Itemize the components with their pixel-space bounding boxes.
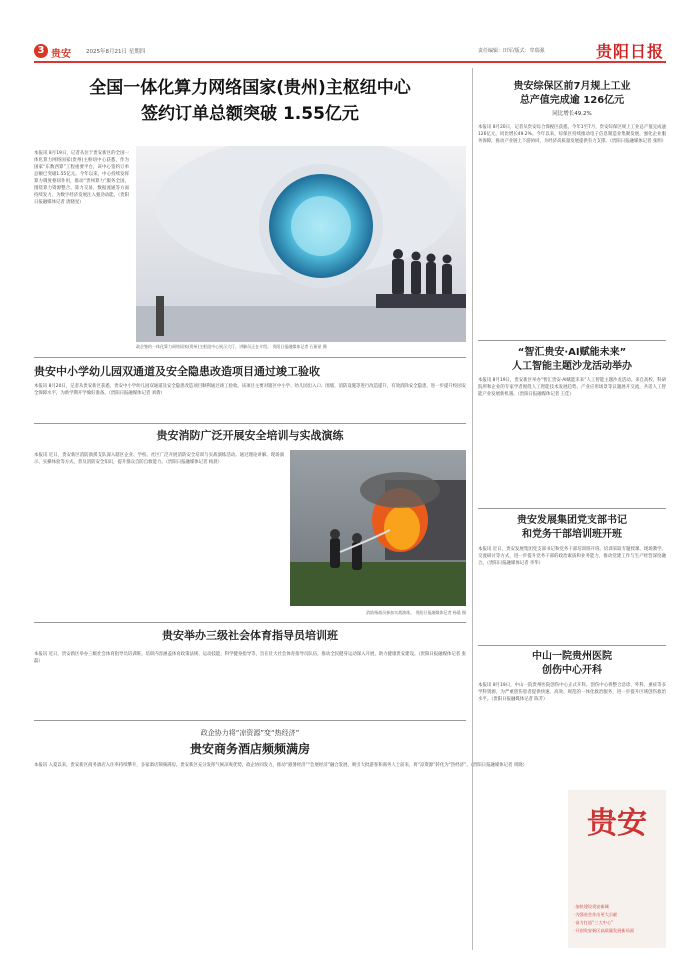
header-rule [34,61,666,63]
mid2-body: 本报讯 近日，贵安新区消防救援支队深入辖区企业、学校、社区广泛开展消防安全培训与实战演练活动。通过理论讲解、现场演示、实操体验等方式，普及消防安全知识，提升群众自防自救能力。（贵阳日报融媒体记者 杨晨） [34,453,284,465]
divider-mid2 [34,622,466,623]
r2-body: 本报讯 8月19日，贵安新区举办“智汇贵安·AI赋能未来”人工智能主题沙龙活动。来自高校、科研院所和企业的专家学者围绕人工智能技术发展趋势、产业应用场景等议题展开交流，共话人工智能产业发展新机遇。（贵阳日报融媒体记者 王佳） [478,378,666,397]
divider-lead [34,357,466,358]
r2-headline-line2: 人工智能主题沙龙活动举办 [512,361,632,372]
mid1-body: 本报讯 8月20日，记者从贵安新区获悉，贵安中小学幼儿园双通道及安全隐患改造项目顺利通过竣工验收。该项目主要对辖区中小学、幼儿园出入口、围墙、消防设施等进行改造提升，有效消除安全隐患，进一步提升校园安全保障水平，为新学期开学做好准备。（贵阳日报融媒体记者 刘倩） [34,384,466,396]
mid1-headline: 贵安中小学幼儿园双通道及安全隐患改造项目通过竣工验收 [34,365,320,378]
lead-photo [136,146,466,342]
lead-headline-line2: 签约订单总额突破 1.55亿元 [141,104,359,124]
divider-mid3 [34,720,466,721]
r1-headline-line1: 贵安综保区前7月规上工业 [513,81,631,92]
bottom-headline: 贵安商务酒店频频满房 [189,742,310,756]
lead-photo-caption: 政企签约一体化算力网络国家(贵州)主枢纽中心展示大厅，讲解员正在介绍。 贵阳日报融媒体记者 石新星 摄 [136,344,327,349]
r2-headline-line1: “智汇贵安·AI赋能未来” [517,347,627,358]
section-name: 贵安 [51,49,71,60]
divider-r2 [478,508,666,509]
mid3-headline: 贵安举办三级社会体育指导员培训班 [162,629,338,642]
page-header [0,0,700,62]
r3-headline-line1: 贵安发展集团党支部书记 [517,515,627,526]
guian-stamp-block [568,790,666,948]
issue-date: 2025年8月21日 星期四 [86,49,146,55]
page-number-badge: 3 [34,44,48,58]
divider-r3 [478,645,666,646]
slogan-1: ·加快建设贵安新城 [574,904,609,909]
column-divider-1 [472,68,473,378]
lead-headline-line1: 全国一体化算力网络国家(贵州)主枢纽中心 [89,78,411,98]
slogan-2: ·为强省会作出更大贡献 [574,912,618,917]
mid3-body: 本报讯 近日，贵安新区举办三级社会体育指导员培训班。培训内容涵盖体育政策法规、运动技能、科学健身指导等，旨在壮大社会体育指导员队伍，推动全民健身运动深入开展，助力健康贵安建设。（贵阳日报融媒体记者 张磊） [34,652,466,664]
r1-headline-line2: 总产值完成逾 126亿元 [519,95,625,106]
guian-stamp: 贵安 [587,806,647,841]
r4-headline-line1: 中山一院贵州医院 [532,651,612,662]
slogan-3: ·奋力打造“三大中心” [574,920,614,925]
masthead-logo: 贵阳日报 [596,42,665,61]
slogan-4: ·开创贵安新区高质量发展新局面 [574,928,634,933]
mid2-photo-caption: 消防指战员参加实战演练。 贵阳日报融媒体记者 杨晨 摄 [366,610,466,615]
r4-headline-line2: 创伤中心开科 [542,665,602,676]
fire-drill-photo [290,450,466,606]
lead-body: 本报讯 8月19日，记者从位于贵安新区的全国一体化算力网络国家(贵州)主枢纽中心获悉，作为国家“东数西算”工程重要平台，该中心签约订单总额已突破1.55亿元。今年以来，中心持续发挥算力调度枢纽作用，推动“贵州算力”服务全国，围绕算力资源整合、算力交易、数据流通等方面持续发力，为数字经济发展注入强劲动能。（贵阳日报融媒体记者 唐晓星） [34,151,129,205]
r4-body: 本报讯 8月19日，中山一院贵州医院创伤中心正式开科。创伤中心将整合急诊、外科、重症等多学科资源，为严重创伤患者提供快速、高效、规范的一体化救治服务，进一步提升区域创伤救治水平。（贵阳日报融媒体记者 陈芳） [478,683,666,702]
divider-mid1 [34,423,466,424]
r1-body: 本报讯 8月20日，记者从贵安综合保税区获悉，今年1至7月，贵安综保区规上工业总产值完成逾126亿元，同比增长49.2%。今年以来，综保区持续推动电子信息制造业集聚发展，强化企业服务保障，推动产业链上下游协同，为经济高质量发展提供有力支撑。（贵阳日报融媒体记者 张明） [478,125,666,144]
bottom-body: 本报讯 入夏以来，贵安新区商务酒店入住率持续攀升，多家酒店频频满房。贵安新区充分发挥气候凉爽优势，政企协同发力，推动“避暑经济”“会展经济”融合发展，吸引大批游客和商务人士前来，将“凉资源”转化为“热经济”。（贵阳日报融媒体记者 周晓） [34,763,527,768]
mid2-headline: 贵安消防广泛开展安全培训与实战演练 [156,429,344,442]
divider-r1 [478,340,666,341]
r3-body: 本报讯 近日，贵安发展集团党支部书记和党务干部培训班开班。培训采取专题授课、现场教学、交流研讨等方式，进一步提升党务干部的政治素质和业务能力，推动党建工作与生产经营深度融合。（贵阳日报融媒体记者 李华） [478,547,666,566]
fire-drill-image [290,450,466,606]
exhibition-hall-image [136,146,466,342]
r3-headline-line2: 和党务干部培训班开班 [522,529,622,540]
bottom-kicker: 政企协力将“凉资源”变“热经济” [200,729,300,737]
r1-subtitle: 同比增长49.2% [552,111,592,117]
editor-credits: 责任编辑：田军/版式：牟瑞强 [478,48,545,54]
